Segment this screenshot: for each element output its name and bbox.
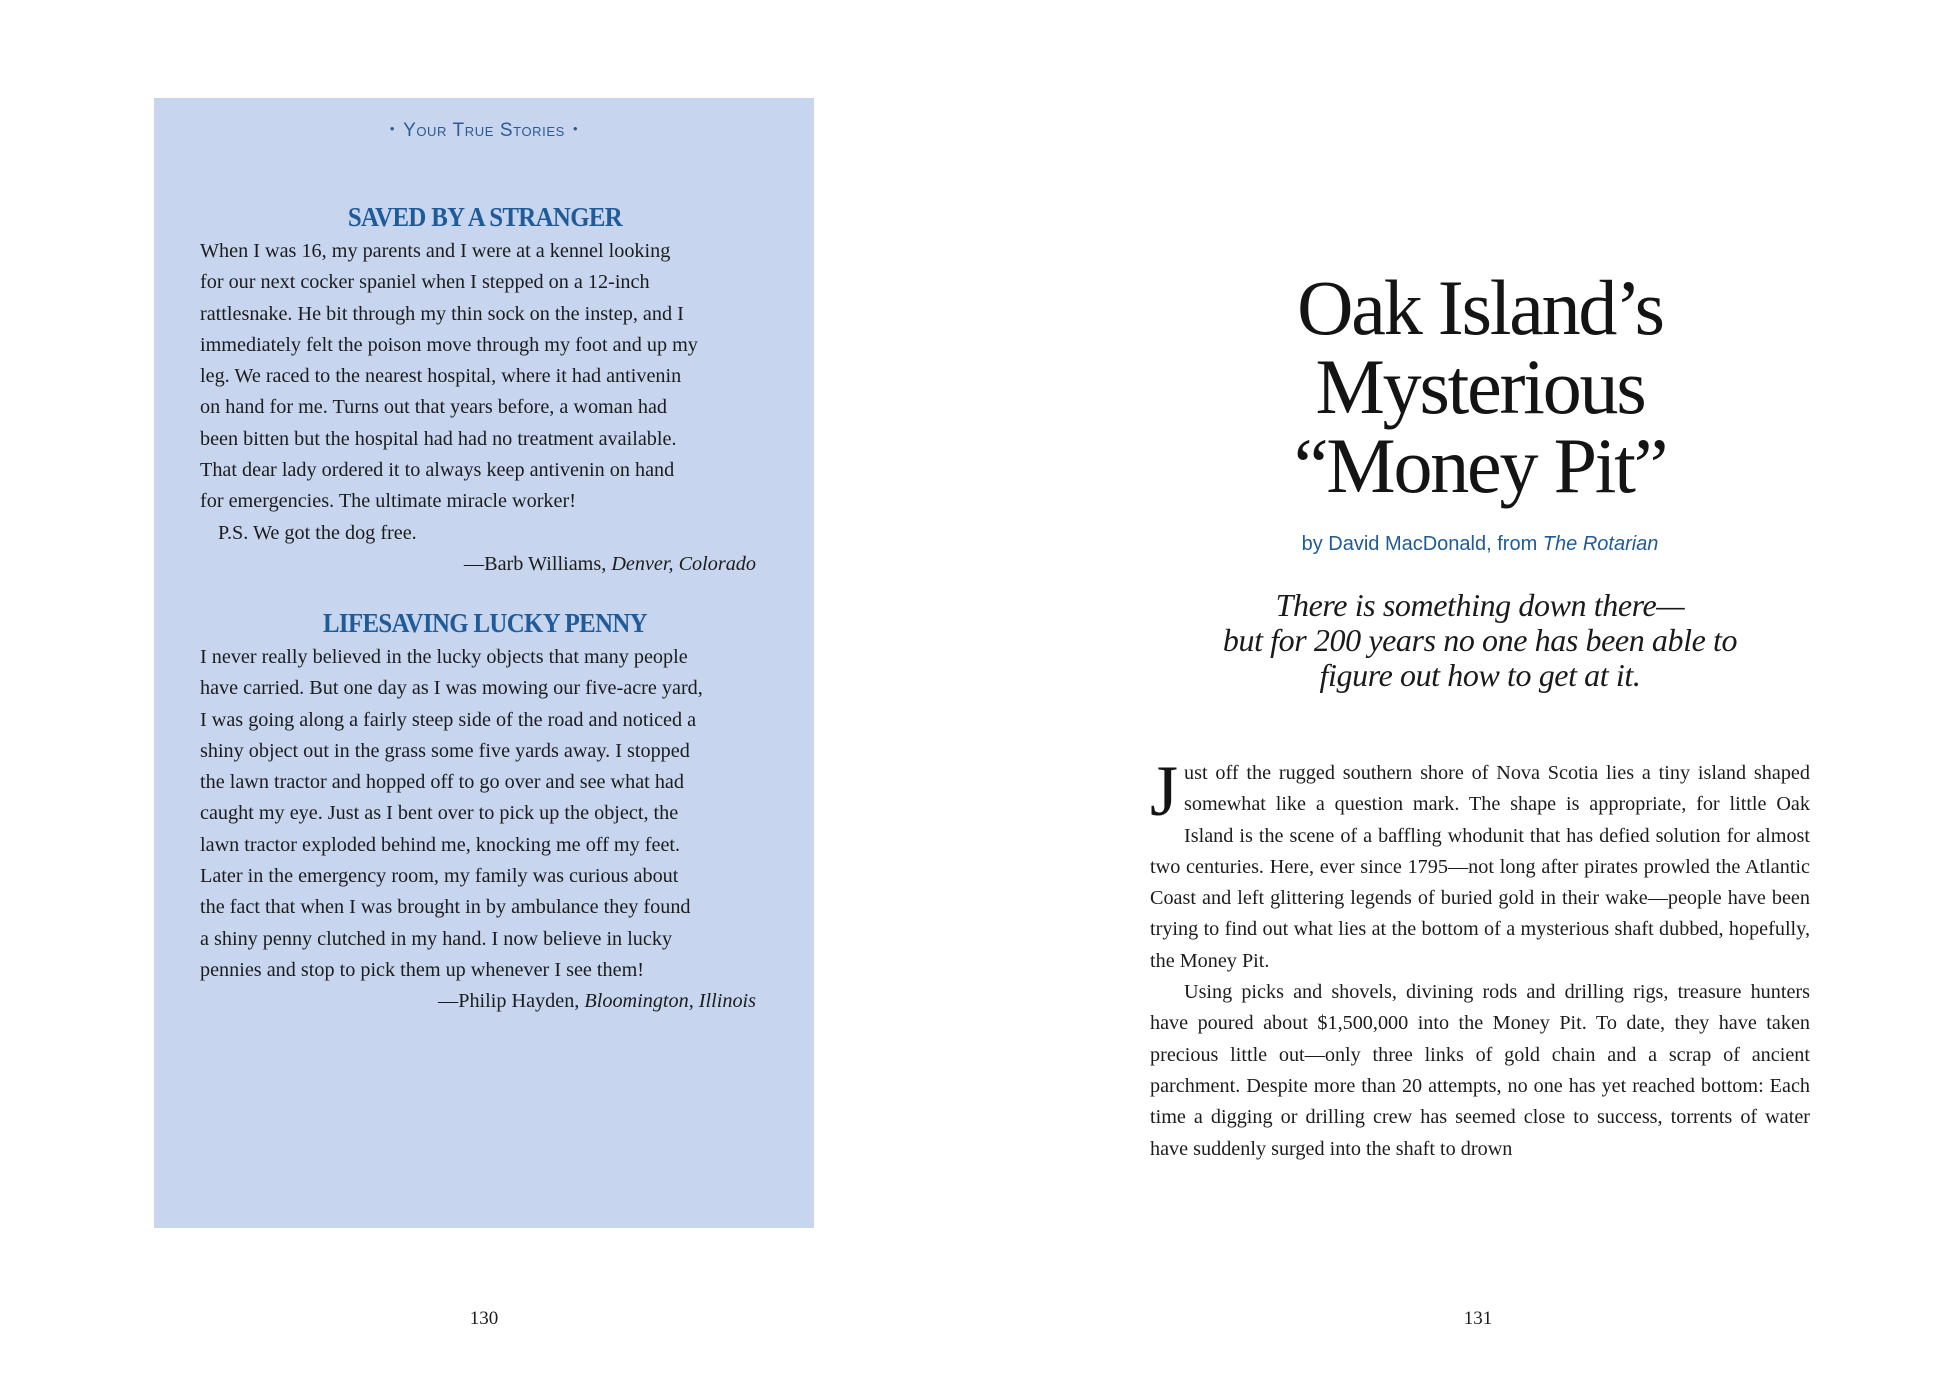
story-line: have carried. But one day as I was mowing our five-acre yard,	[200, 677, 703, 700]
story-body	[200, 642, 770, 986]
paragraph-text: ust off the rugged southern shore of Nova Scotia lies a tiny island shaped somewhat like a question mark. The shape is appropriate, for little Oak Island is the scene of a baffling whodunit that has defied solution for almost two centuries. Here, ever since 1795—not long after pirates prowled the Atlantic Coast and left glittering legends of buried gold in their wake—people have been trying to find out what lies at the bottom of a mysterious shaft dubbed, hopefully, the Money Pit.	[1150, 762, 1810, 972]
page-number-right: 131	[1463, 1308, 1493, 1329]
drop-cap: J	[1150, 751, 1179, 831]
byline-source: The Rotarian	[1542, 533, 1659, 555]
byline-author: by David MacDonald, from	[1301, 533, 1538, 555]
title-line: “Money Pit”	[1293, 422, 1667, 509]
story-line: immediately felt the poison move through my foot and up my	[200, 333, 698, 356]
story-signature	[200, 549, 770, 580]
story-line: When I was 16, my parents and I were at a kennel looking	[200, 240, 671, 262]
signature-place: Bloomington, Illinois	[584, 990, 756, 1013]
story-line: been bitten but the hospital had had no treatment available.	[200, 427, 677, 450]
story-lifesaving-lucky-penny	[200, 604, 770, 1018]
story-body	[200, 236, 770, 549]
story-heading: SAVED BY A STRANGER	[347, 202, 623, 232]
page-number-left: 130	[469, 1308, 499, 1329]
story-line: I was going along a fairly steep side of the road and noticed a	[200, 708, 697, 731]
signature-author: —Barb Williams,	[463, 552, 607, 575]
story-signature	[200, 986, 770, 1017]
story-line: Later in the emergency room, my family was curious about	[200, 865, 679, 888]
byline	[1180, 533, 1780, 556]
story-heading: LIFESAVING LUCKY PENNY	[322, 608, 647, 638]
true-stories-sidebar	[154, 98, 814, 1228]
title-line: Mysterious	[1315, 343, 1645, 430]
section-kicker	[154, 120, 814, 142]
article-paragraph	[1150, 751, 1810, 977]
story-line: pennies and stop to pick them up whenever I see them!	[200, 958, 644, 981]
signature-author: —Philip Hayden,	[438, 990, 580, 1013]
story-line: for emergencies. The ultimate miracle worker!	[200, 490, 576, 513]
story-line: a shiny penny clutched in my hand. I now believe in lucky	[200, 927, 673, 950]
story-line: I never really believed in the lucky objects that many people	[200, 646, 688, 668]
signature-place: Denver, Colorado	[611, 552, 756, 575]
article-body	[1150, 751, 1810, 1165]
deck-line: figure out how to get at it.	[1319, 657, 1641, 693]
story-line: rattlesnake. He bit through my thin sock on the instep, and I	[200, 302, 684, 325]
article-deck	[1150, 588, 1810, 693]
story-line: That dear lady ordered it to always keep antivenin on hand	[200, 459, 675, 482]
story-line: caught my eye. Just as I bent over to pick up the object, the	[200, 802, 679, 825]
story-line: shiny object out in the grass some five yards away. I stopped	[200, 739, 690, 762]
story-postscript: P.S. We got the dog free.	[218, 521, 417, 544]
story-line: the lawn tractor and hopped off to go over and see what had	[200, 771, 684, 794]
story-saved-by-a-stranger	[200, 198, 770, 580]
story-line: on hand for me. Turns out that years before, a woman had	[200, 396, 668, 419]
bullet-dot-icon: •	[389, 121, 396, 136]
story-line: the fact that when I was brought in by ambulance they found	[200, 896, 691, 919]
kicker-label: Your True Stories	[403, 120, 565, 141]
article-paragraph: Using picks and shovels, divining rods and drilling rigs, treasure hunters have poured about $1,500,000 into the Money Pit. To date, they have taken precious little out—only three links of gold chain and a scrap of ancient parchment. Despite more than 20 attempts, no one has yet reached bottom: Each time a digging or drilling crew has seemed close to success, torrents of water have suddenly surged into the shaft to drown	[1150, 981, 1810, 1160]
deck-line: but for 200 years no one has been able to	[1222, 622, 1738, 658]
deck-line: There is something down there—	[1275, 587, 1685, 623]
story-line: lawn tractor exploded behind me, knocking me off my feet.	[200, 833, 681, 856]
article-title	[1180, 264, 1780, 509]
story-line: leg. We raced to the nearest hospital, where it had antivenin	[200, 365, 682, 388]
title-line: Oak Island’s	[1297, 264, 1663, 351]
bullet-dot-icon: •	[572, 121, 579, 136]
story-line: for our next cocker spaniel when I stepped on a 12-inch	[200, 271, 650, 294]
